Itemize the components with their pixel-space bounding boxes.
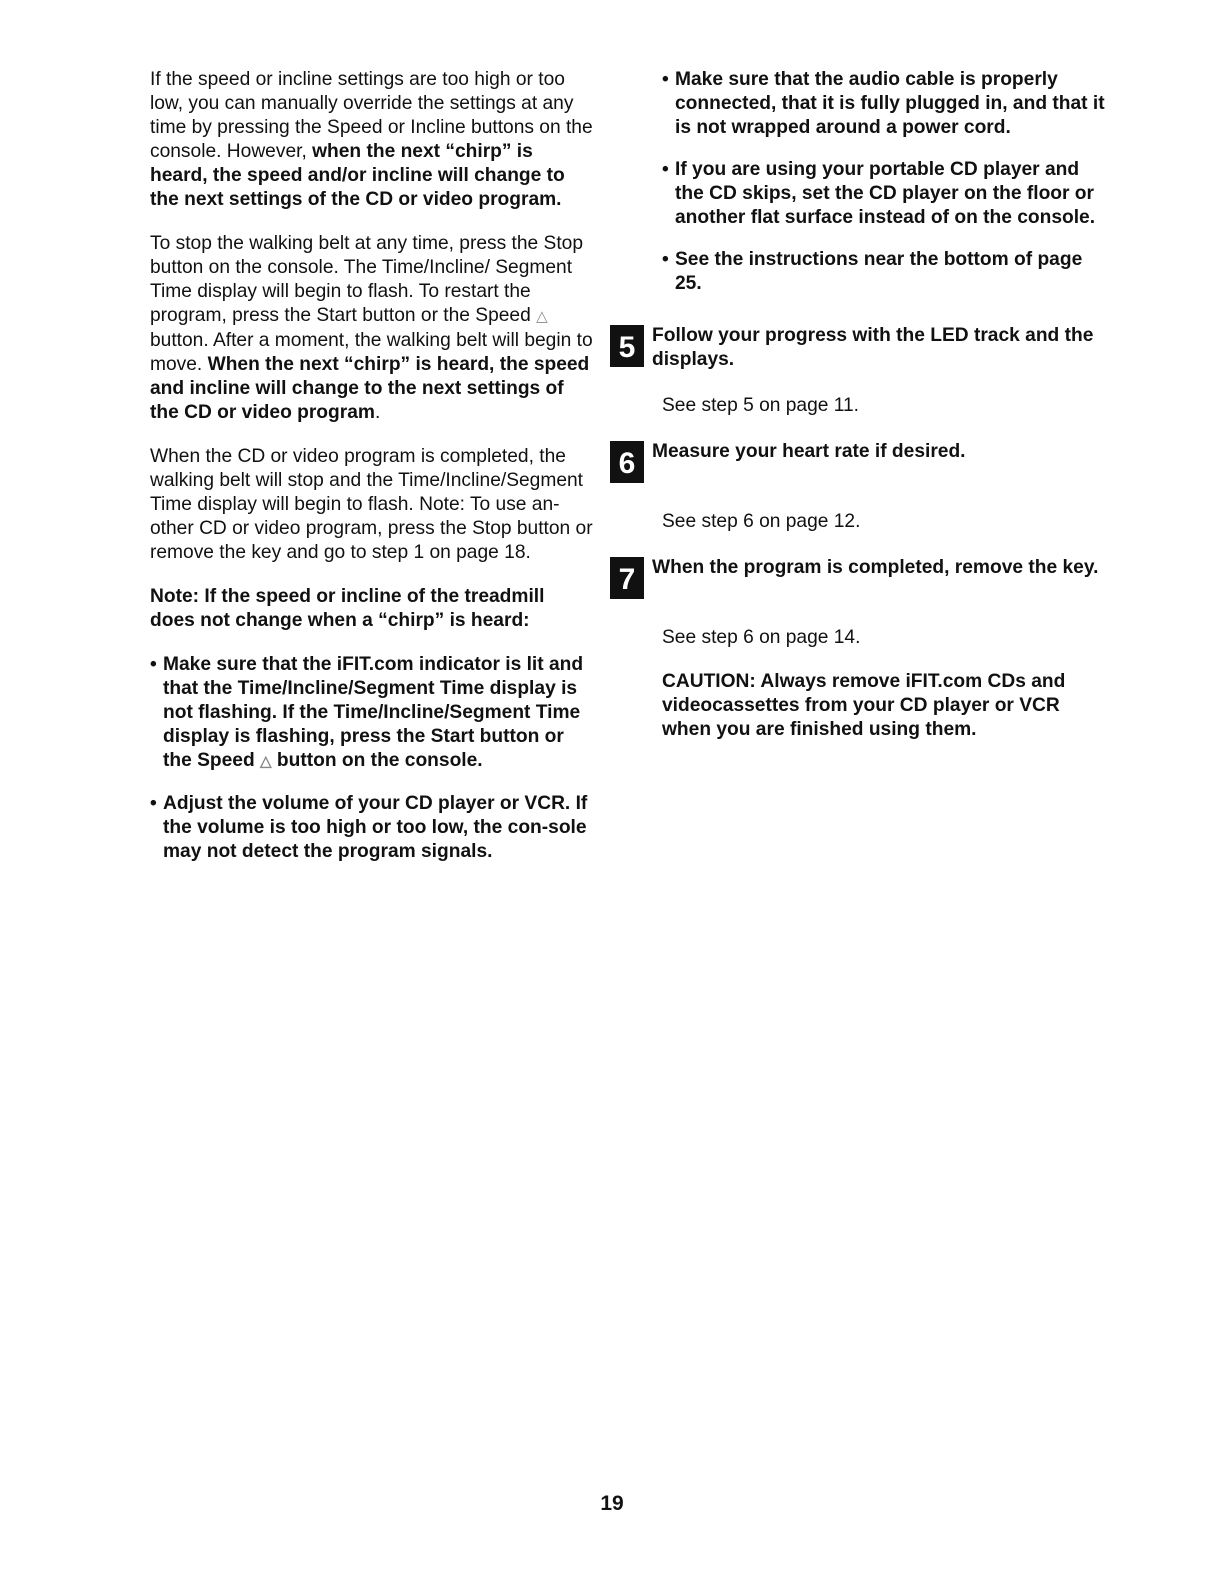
stop-belt-period: . — [374, 402, 381, 423]
override-bold-text: when the next “chirp” is heard, the speed and/or incline will change to the next settings of the CD or video program. — [150, 141, 565, 210]
bullet-see-instructions — [662, 248, 1110, 296]
bullet-text: If you are using your portable CD player and the CD skips, set the CD player on the floor or another flat surface instead of on the console. — [675, 159, 1096, 228]
triangle-up-icon: △ — [260, 753, 272, 770]
step-number-badge: 6 — [610, 441, 644, 483]
bullet-text: Adjust the volume of your CD player or VCR. If the volume is too high or too low, the con-sole may not detect the program signals. — [163, 793, 588, 862]
caution-text: CAUTION: Always remove iFIT.com CDs and videocassettes from your CD player or VCR when you are finished using them. — [662, 671, 1066, 740]
step-heading: Follow your progress with the LED track and the displays. — [652, 325, 1094, 370]
bullet-audio-cable — [662, 68, 1110, 140]
right-column — [610, 68, 1110, 762]
step-body: See step 6 on page 14. — [662, 627, 861, 648]
step-heading: When the program is completed, remove the key. — [652, 557, 1099, 578]
bullet-mark: • — [662, 159, 669, 180]
bullet-text-a: Make sure that the iFIT.com indicator is lit and that the Time/Incline/Segment Time display is not flashing. If the Time/Incline/Segment Time display is flashing, press the Start button or the Speed — [163, 654, 584, 771]
paragraph-program-completed: When the CD or video program is completed, the walking belt will stop and the Time/Incline/Segment Time display will begin to flash. Note: To use an-other CD or video program, press the Stop button or remove the key and go to step 1 on page 18. — [150, 446, 593, 563]
step-body: See step 6 on page 12. — [662, 511, 861, 532]
step-5 — [610, 322, 1110, 372]
override-text: If the speed or incline settings are too high or too low, you can manually override the settings at any time by pressing the Speed or Incline buttons on the console. However, — [150, 69, 593, 162]
bullet-text — [163, 653, 594, 774]
bullet-ifit-indicator — [150, 653, 594, 774]
step-body: See step 5 on page 11. — [662, 395, 860, 416]
step-7 — [610, 554, 1110, 604]
step-6 — [610, 438, 1110, 488]
bullet-text-b: button on the console. — [271, 750, 483, 771]
paragraph-override — [150, 68, 594, 212]
bullet-mark: • — [150, 793, 157, 814]
bullet-cd-skips — [662, 158, 1110, 230]
bullet-text: See the instructions near the bottom of page 25. — [675, 249, 1083, 294]
left-column — [150, 68, 594, 882]
bullet-mark: • — [150, 654, 157, 675]
bullet-adjust-volume — [150, 792, 594, 864]
step-number-badge: 5 — [610, 325, 644, 367]
paragraph-stop-belt — [150, 232, 594, 425]
bullet-mark: • — [662, 249, 669, 270]
triangle-up-icon: △ — [536, 308, 548, 325]
bullet-mark: • — [662, 69, 669, 90]
page-number: 19 — [600, 1492, 624, 1515]
stop-belt-text-2: button. After a moment, the walking belt will begin to move. — [150, 330, 593, 375]
stop-belt-text: To stop the walking belt at any time, press the Stop button on the console. The Time/Incline/ Segment Time display will begin to flash. To restart the program, press the Start button or the Speed — [150, 233, 584, 326]
step-number-badge: 7 — [610, 557, 644, 599]
bullet-text: Make sure that the audio cable is properly connected, that it is fully plugged in, and that it is not wrapped around a power cord. — [675, 69, 1105, 138]
step-heading: Measure your heart rate if desired. — [652, 441, 966, 462]
stop-belt-bold-text: When the next “chirp” is heard, the speed and incline will change to the next settings of the CD or video program — [150, 354, 590, 423]
note-heading: Note: If the speed or incline of the treadmill does not change when a “chirp” is heard: — [150, 586, 545, 631]
